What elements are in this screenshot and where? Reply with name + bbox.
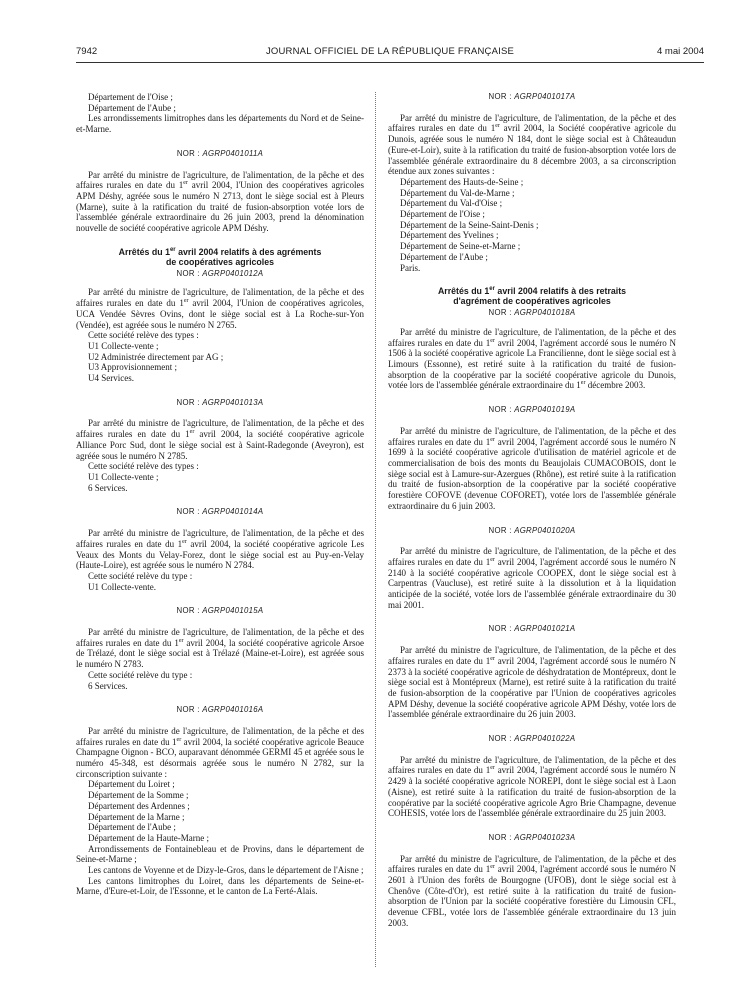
list-item: 6 Services. [88,482,128,493]
nor-reference [76,398,364,409]
list-item: Département de Seine-et-Marne ; [400,241,521,252]
decree-paragraph: Par arrêté du ministre de l'agriculture, de l'alimentation, de la pêche et des affaires rurales en date du 1er avril 2004, la société coopérative agricole Les Veaux des Monts du Velay-Forez, dont le siège social est au Puy-en-Velay (Haute-Loire), est agréée sous le numéro N 2784. [76,528,364,571]
nor-prefix: NOR : [176,268,200,278]
nor-code: AGRP0401022A [514,734,576,744]
decree-paragraph: Les cantons limitrophes du Loiret, dans les départements de Seine-et-Marne, d'Eure-et-Loir, de l'Essonne, et le canton de La Ferté-Alais. [76,875,364,897]
decree-paragraph: Par arrêté du ministre de l'agriculture, de l'alimentation, de la pêche et des affaires rurales en date du 1er avril 2004, l'agrément accordé sous le numéro N 2429 à la société coopérative agricole NOREPI, dont le siège social est à Laon (Aisne), est retiré suite à la ratification du traité de fusion-absorption de la coopérative par la société coopérative agricole Agro Brie Champagne, devenue COHESIS, votée lors de l'assemblée générale extraordinaire du 25 juin 2003. [388,754,676,819]
section-heading-line: d'agrément de coopératives agricoles [453,296,611,307]
nor-prefix: NOR : [488,624,512,634]
list-item: Département de la Marne ; [88,811,185,822]
types-intro: Cette société relève du type : [88,570,193,581]
nor-reference [388,92,676,103]
nor-reference [388,308,676,319]
nor-code: AGRP0401015A [202,606,264,616]
nor-reference [388,624,676,635]
nor-reference [76,606,364,617]
types-list [76,681,364,692]
nor-reference [388,526,676,537]
nor-prefix: NOR : [176,148,201,158]
intro-paragraph: Les arrondissements limitrophes dans les départements du Nord et de Seine-et-Marne. [76,113,364,135]
list-item: Département de l'Aube ; [88,822,176,833]
nor-code: AGRP0401016A [202,705,264,715]
types-intro: Cette société relève des types : [88,330,199,341]
nor-reference [76,149,364,160]
list-item: Département des Yvelines ; [400,230,499,241]
nor-prefix: NOR : [488,734,512,744]
decree-paragraph: Par arrêté du ministre de l'agriculture, de l'alimentation, de la pêche et des affaires rurales en date du 1er avril 2004, l'Union de coopératives agricoles, UCA Vendée Sèvres Ovins, dont le siège social est à La Roche-sur-Yon (Vendée), est agréée sous le numéro N 2765. [76,287,364,330]
list-item: U4 Services. [88,373,134,384]
types-list [76,582,364,593]
decree-paragraph: Arrondissements de Fontainebleau et de Provins, dans le département de Seine-et-Marne ; [76,843,364,865]
list-item: Département des Hauts-de-Seine ; [400,176,524,187]
nor-code: AGRP0401012A [202,268,264,278]
column-divider [375,92,376,967]
nor-code: AGRP0401018A [514,308,576,318]
nor-prefix: NOR : [176,397,200,407]
section-heading-line: Arrêtés du 1er avril 2004 relatifs à des retraits [437,286,627,297]
nor-reference [388,734,676,745]
nor-code: AGRP0401023A [514,832,576,842]
nor-code: AGRP0401011A [202,148,264,158]
list-item: Département de la Somme ; [88,790,189,801]
department-list [76,779,364,843]
nor-code: AGRP0401017A [514,92,576,101]
section-heading-line: de coopératives agricoles [165,256,275,267]
list-item: U1 Collecte-vente. [88,581,156,592]
list-item: Département des Ardennes ; [88,800,190,811]
section-heading [388,286,676,306]
nor-reference [76,269,364,280]
nor-prefix: NOR : [176,507,200,517]
types-list [76,472,364,493]
nor-prefix: NOR : [488,308,512,318]
nor-prefix: NOR : [488,92,512,101]
left-column [76,92,364,897]
page-header [76,46,704,63]
nor-code: AGRP0401014A [202,507,264,517]
list-item: U1 Collecte-vente ; [88,340,159,351]
journal-title: JOURNAL OFFICIEL DE LA RÉPUBLIQUE FRANÇAISE [265,46,515,57]
section-heading-line: Arrêtés du 1er avril 2004 relatifs à des agréments [118,246,322,257]
nor-code: AGRP0401013A [202,397,264,407]
list-item: Département de l'Aube ; [400,251,488,262]
nor-prefix: NOR : [176,705,200,715]
intro-lines [76,92,364,113]
types-intro: Cette société relève des types : [88,461,199,472]
decree-paragraph: Par arrêté du ministre de l'agriculture, de l'alimentation, de la pêche et des affaires rurales en date du 1er avril 2004, l'agrément accordé sous le numéro N 1506 à la société coopérative agricole La Francilienne, dont le siège social est à Limours (Essonne), est retiré suite à la ratification du traité de fusion-absorption de la coopérative par la société coopérative agricole du Dunois, votée lors de l'assemblée générale extraordinaire du 1er décembre 2003. [388,326,676,391]
list-item: Département de l'Oise ; [88,92,173,102]
decree-paragraph: Par arrêté du ministre de l'agriculture, de l'alimentation, de la pêche et des affaires rurales en date du 1er avril 2004, l'agrément accordé sous le numéro N 1699 à la société coopérative agricole d'utilisation de matériel agricole et de commercialisation de bois des monts du Beaujolais CUMACOBOIS, dont le siège social est à Lamure-sur-Azergues (Rhône), est retiré suite à la ratification du traité de fusion-absorption de la coopérative par la société coopérative forestière COFOVE (devenue COFORET), votée lors de l'assemblée générale extraordinaire du 6 juin 2003. [388,425,676,511]
right-column [388,92,676,929]
decree-paragraph: Par arrêté du ministre de l'agriculture, de l'alimentation, de la pêche et des affaires rurales en date du 1er avril 2004, l'agrément accordé sous le numéro N 2601 à l'Union des forêts de Bourgogne (UFOB), dont le siège social est à Chenôve (Côte-d'Or), est retiré suite à la ratification du traité de fusion-absorption de l'Union par la société coopérative forestière du Limousin CFL, devenue CFBL, votée lors de l'assemblée générale extraordinaire du 13 juin 2003. [388,853,676,928]
types-list [76,341,364,384]
decree-paragraph: Par arrêté du ministre de l'agriculture, de l'alimentation, de la pêche et des affaires rurales en date du 1er avril 2004, la société coopérative agricole Alliance Porc Sud, dont le siège social est à Saint-Radegonde (Aveyron), est agréée sous le numéro N 2785. [76,418,364,461]
list-item: Département du Val-d'Oise ; [400,198,503,209]
nor-prefix: NOR : [488,405,512,415]
list-item: Département du Val-de-Marne ; [400,187,515,198]
nor-code: AGRP0401020A [514,525,576,535]
section-heading [76,247,364,267]
decree-paragraph: Par arrêté du ministre de l'agriculture, de l'alimentation, de la pêche et des affaires rurales en date du 1er avril 2004, la Société coopérative agricole du Dunois, agréée sous le numéro N 184, dont le siège social est à Châteaudun (Eure-et-Loir), suite à la ratification du traité de fusion-absorption votée lors de l'assemblée générale extraordinaire du 8 décembre 2003, a sa circonscription étendue aux zones suivantes : [388,112,676,177]
nor-reference [76,705,364,716]
list-item: Département de la Seine-Saint-Denis ; [400,219,539,230]
list-item: Département de la Haute-Marne ; [88,832,209,843]
list-item: Paris. [400,262,421,273]
list-item: Département de l'Aube ; [88,102,176,113]
department-list [388,177,676,273]
nor-reference [388,405,676,416]
nor-reference [388,833,676,844]
types-intro: Cette société relève du type : [88,669,193,680]
decree-paragraph: Par arrêté du ministre de l'agriculture, de l'alimentation, de la pêche et des affaires rurales en date du 1er avril 2004, l'agrément accordé sous le numéro N 2373 à la société coopérative agricole de déshydratation de Montépreux, dont le siège social est à Montépreux (Marne), est retiré suite à la ratification du traité de fusion-absorption de la coopérative par l'Union de coopératives agricoles APM Déshy, devenue la société coopérative agricole APM Déshy, votée lors de l'assemblée générale extraordinaire du 26 juin 2003. [388,645,676,720]
nor-prefix: NOR : [488,832,512,842]
decree-paragraph: Par arrêté du ministre de l'agriculture, de l'alimentation, de la pêche et des affaires rurales en date du 1er avril 2004, la société coopérative agricole Beauce Champagne Oignon - BCO, auparavant dénommée GERMI 45 et agréée sous le numéro 45-348, est désormais agréée sous le numéro N 2782, sur la circonscription suivante : [76,725,365,779]
nor-reference [76,507,364,518]
decree-paragraph: Par arrêté du ministre de l'agriculture, de l'alimentation, de la pêche et des affaires rurales en date du 1er avril 2004, la société coopérative agricole Arsoe de Trélazé, dont le siège social est à Trélazé (Maine-et-Loire), est agréée sous le numéro N 2783. [76,627,364,670]
decree-paragraph: Par arrêté du ministre de l'agriculture, de l'alimentation, de la pêche et des affaires rurales en date du 1er avril 2004, l'Union des coopératives agricoles APM Déshy, agréée sous le numéro N 2713, dont le siège social est à Pleurs (Marne), suite à la ratification du traité de fusion-absorption votée lors de l'assemblée générale extraordinaire du 26 juin 2003, prend la dénomination nouvelle de société coopérative agricole APM Déshy. [76,169,364,234]
decree-paragraph: Par arrêté du ministre de l'agriculture, de l'alimentation, de la pêche et des affaires rurales en date du 1er avril 2004, l'agrément accordé sous le numéro N 2140 à la société coopérative agricole COOPEX, dont le siège social est à Carpentras (Vaucluse), est retiré suite à la dissolution et à la liquidation anticipée de la société, votée lors de l'assemblée générale extraordinaire du 30 mai 2001. [388,546,676,610]
nor-prefix: NOR : [488,525,512,535]
list-item: U3 Approvisionnement ; [88,362,177,373]
list-item: U2 Administrée directement par AG ; [88,351,224,362]
list-item: U1 Collecte-vente ; [88,471,159,482]
list-item: Département du Loiret ; [88,779,175,790]
list-item: 6 Services. [88,680,128,691]
nor-code: AGRP0401019A [514,405,576,415]
issue-date: 4 mai 2004 [656,46,704,57]
nor-code: AGRP0401021A [514,624,576,634]
decree-paragraph: Les cantons de Voyenne et de Dizy-le-Gros, dans le département de l'Aisne ; [88,865,364,876]
nor-prefix: NOR : [176,606,200,616]
list-item: Département de l'Oise ; [400,209,485,220]
page-number: 7942 [76,46,98,57]
